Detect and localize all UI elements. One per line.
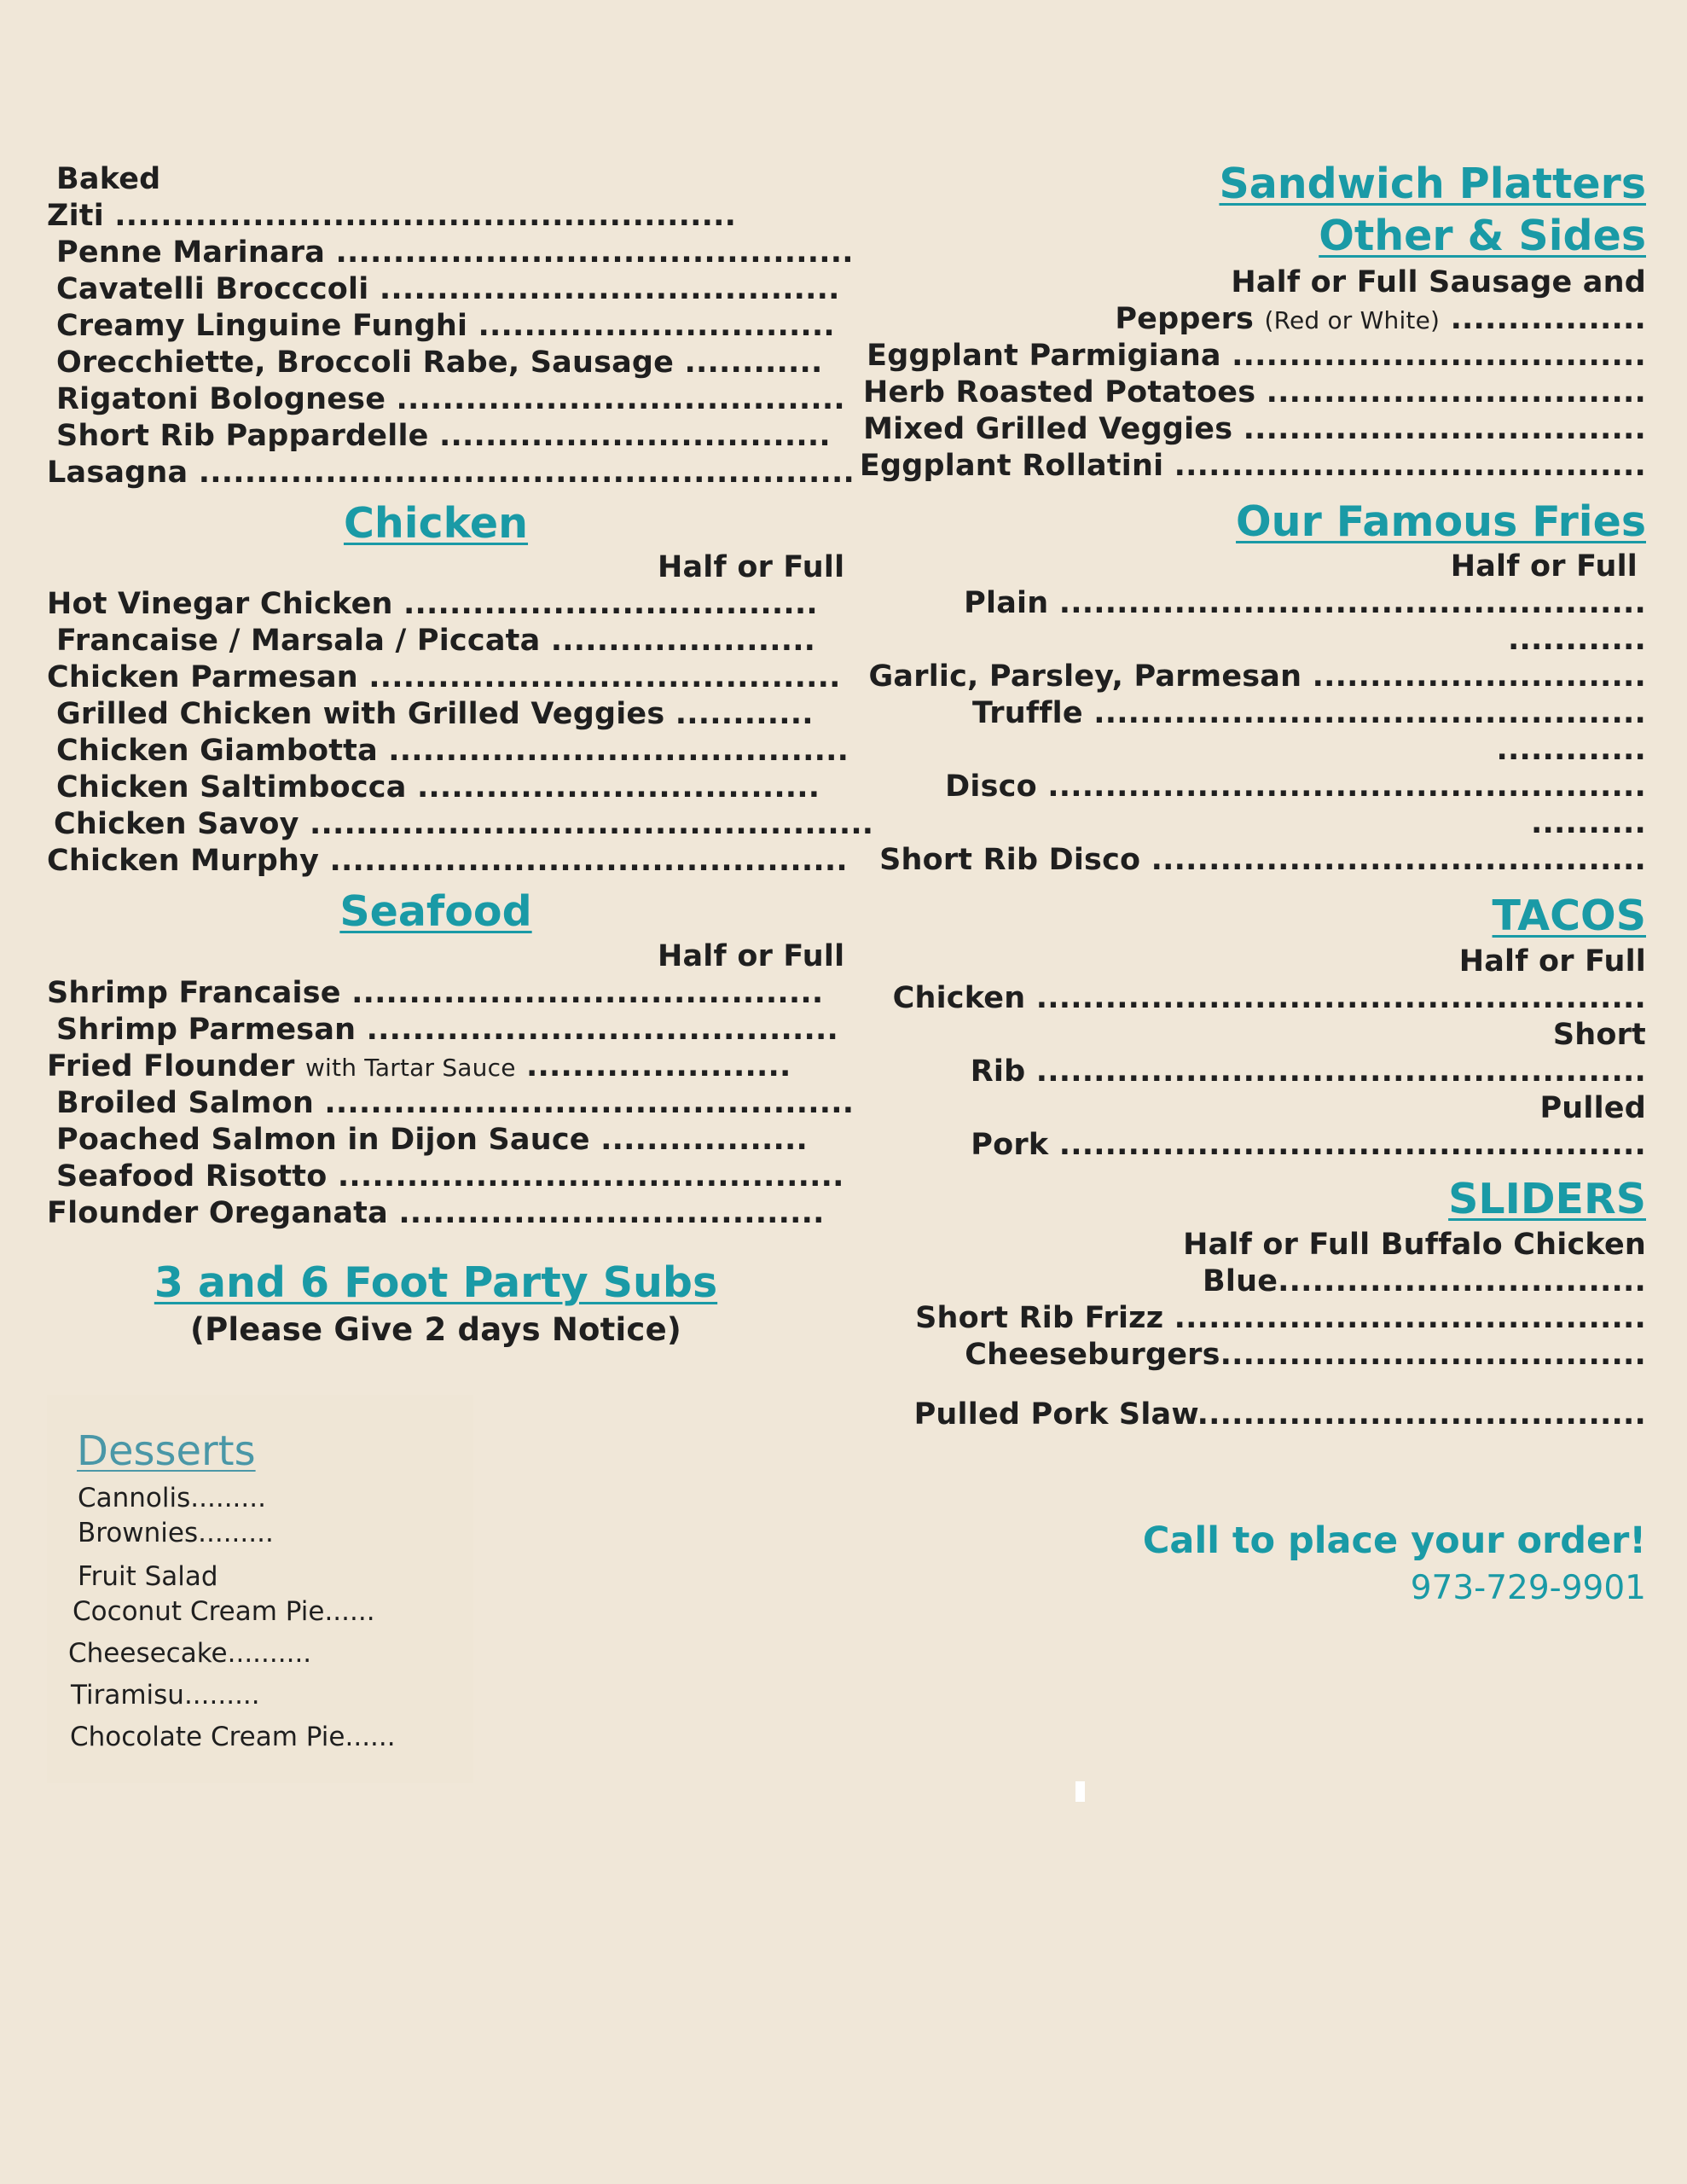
menu-item: Rib ..................................................... (970, 1054, 1646, 1089)
menu-item: Chicken Parmesan ......................................... (47, 660, 841, 694)
desserts-panel (47, 1395, 473, 1783)
menu-item: Herb Roasted Potatoes ................................. (862, 375, 1646, 410)
section-title-tacos: TACOS (1492, 892, 1646, 940)
menu-item-dots: ............ (1508, 623, 1646, 657)
section-title-seafood: Seafood (339, 887, 532, 936)
menu-item: Francaise / Marsala / Piccata ....................... (56, 624, 816, 658)
menu-item: Chicken Murphy ............................................. (47, 844, 848, 878)
menu-item: Half or Full Sausage and (1231, 265, 1646, 299)
dessert-item: Coconut Cream Pie...... (72, 1596, 375, 1627)
menu-item: Short Rib Disco ........................................... (879, 843, 1646, 877)
menu-item: Plain ................................................... (964, 586, 1646, 620)
menu-item: Blue................................ (1203, 1264, 1646, 1298)
dessert-item: Brownies......... (78, 1518, 274, 1548)
size-label: Half or Full (658, 939, 845, 973)
menu-item: Pulled Pork Slaw....................................... (913, 1397, 1646, 1432)
menu-item: Pulled (1539, 1091, 1646, 1125)
menu-item: Cheeseburgers..................................... (965, 1338, 1646, 1372)
dessert-item: Fruit Salad (78, 1561, 218, 1592)
section-title-chicken: Chicken (343, 499, 529, 548)
menu-item: Creamy Linguine Funghi ............................... (56, 309, 835, 343)
item-dots: ................. (1450, 302, 1646, 336)
menu-item: Ziti ...................................................... (47, 199, 737, 233)
menu-item: Eggplant Parmigiana .................................... (867, 339, 1646, 373)
item-note: (Red or White) (1264, 306, 1441, 334)
section-title-party-subs: 3 and 6 Foot Party Subs (154, 1258, 718, 1307)
dessert-item: Tiramisu......... (71, 1680, 260, 1711)
menu-item: Flounder Oreganata ..................................... (47, 1196, 825, 1230)
menu-item: Baked (56, 162, 161, 196)
menu-item: Shrimp Parmesan ......................................... (56, 1013, 838, 1047)
size-label: Half or Full (1450, 549, 1638, 584)
menu-item: Lasagna ......................................................... (47, 456, 855, 490)
menu-item: Penne Marinara ............................................. (56, 235, 854, 270)
menu-item: Truffle ................................................ (972, 696, 1646, 730)
menu-item: Chicken ..................................................... (892, 981, 1646, 1015)
menu-item: Seafood Risotto ............................................ (56, 1159, 844, 1194)
menu-item: Pork ................................................... (971, 1128, 1646, 1162)
section-title-fries: Our Famous Fries (1236, 497, 1646, 546)
menu-item: Short Rib Pappardelle .................................. (56, 419, 831, 453)
menu-item: Short Rib Frizz ......................................... (915, 1301, 1646, 1335)
menu-item: Broiled Salmon .............................................. (56, 1086, 855, 1120)
phone-number[interactable]: 973-729-9901 (1410, 1569, 1646, 1607)
section-title-sliders: SLIDERS (1448, 1175, 1646, 1223)
section-title-sandwich: Sandwich Platters (1219, 160, 1646, 208)
section-title-other-sides: Other & Sides (1319, 212, 1646, 260)
item-name: Peppers (1115, 302, 1255, 336)
section-title-desserts: Desserts (77, 1427, 256, 1475)
decorative-mark (1075, 1781, 1085, 1802)
menu-item: Grilled Chicken with Grilled Veggies ............ (56, 697, 814, 731)
menu-item: Poached Salmon in Dijon Sauce .................. (56, 1123, 809, 1157)
size-label: Half or Full (658, 550, 845, 584)
menu-item-peppers (1115, 300, 1646, 340)
item-name: Fried Flounder (47, 1049, 295, 1083)
menu-item: Mixed Grilled Veggies ................................... (863, 412, 1646, 446)
menu-item-dots: .......... (1531, 806, 1646, 840)
menu-item: Garlic, Parsley, Parmesan ............................. (868, 659, 1646, 694)
menu-item: Hot Vinegar Chicken .................................... (47, 587, 818, 621)
menu-item-fried-flounder (47, 1048, 791, 1087)
menu-item: Rigatoni Bolognese ....................................... (56, 382, 845, 416)
size-label: Half or Full (1458, 944, 1646, 979)
dessert-item: Chocolate Cream Pie...... (70, 1722, 396, 1752)
menu-item: Half or Full Buffalo Chicken (1183, 1228, 1646, 1262)
menu-item: Short (1552, 1018, 1646, 1052)
party-subs-note: (Please Give 2 days Notice) (190, 1311, 681, 1348)
menu-item: Chicken Giambotta ........................................ (56, 734, 849, 768)
menu-item: Cavatelli Brocccoli ........................................ (56, 272, 840, 306)
menu-item: Chicken Saltimbocca ................................... (56, 770, 820, 804)
call-to-order: Call to place your order! (1142, 1519, 1646, 1562)
menu-item: Chicken Savoy ................................................. (54, 807, 874, 841)
menu-item: Orecchiette, Broccoli Rabe, Sausage ............ (56, 346, 823, 380)
menu-item-dots: ............. (1496, 733, 1646, 767)
menu-item: Disco .................................................... (945, 770, 1646, 804)
dessert-item: Cannolis......... (78, 1483, 266, 1513)
item-note: with Tartar Sauce (304, 1054, 516, 1082)
item-dots: ....................... (526, 1049, 791, 1083)
menu-item: Shrimp Francaise ......................................... (47, 976, 824, 1010)
dessert-item: Cheesecake.......... (68, 1638, 312, 1669)
menu-item: Eggplant Rollatini ......................................... (859, 449, 1646, 483)
